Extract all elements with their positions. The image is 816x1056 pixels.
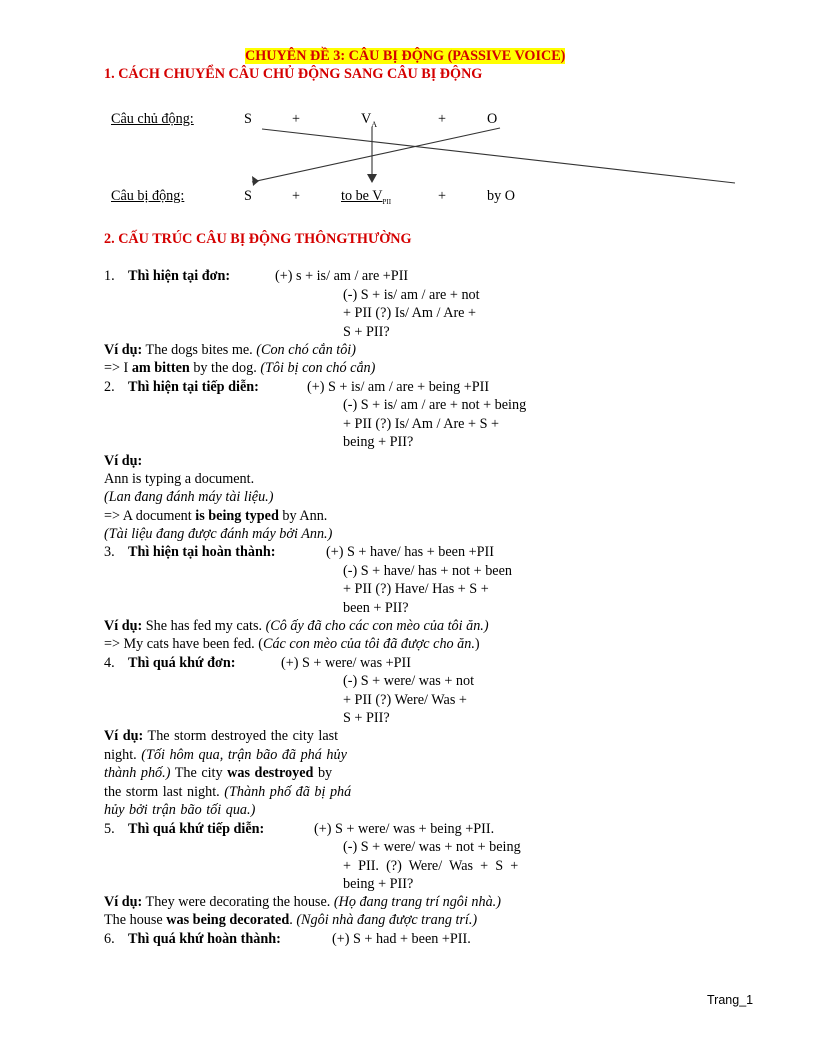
passive-plus-2: + (438, 188, 447, 204)
tense-number: 3. (104, 544, 115, 560)
passive-plus-1: + (292, 188, 301, 204)
tense-name: Thì hiện tại đơn: (128, 268, 231, 284)
formula-affirmative: (+) S + were/ was + being +PII. (314, 821, 495, 837)
section-2-heading: 2. CẤU TRÚC CÂU BỊ ĐỘNG THÔNGTHƯỜNG (104, 231, 412, 247)
example-line: Ví dụ: She has fed my cats. (Cô ấy đã cho các con mèo của tôi ăn.) (104, 618, 489, 634)
passive-tobe: to be $V_{PII}$ (341, 188, 392, 206)
example-sentence: Ann is typing a document. (104, 471, 255, 487)
tense-number: 5. (104, 821, 115, 837)
formula-affirmative: (+) S + had + been +PII. (332, 931, 471, 947)
formula-question: + PII (?) Is/ Am / Are + (343, 305, 477, 321)
object-to-subject-line (252, 128, 500, 182)
formula-negative: (-) S + were/ was + not (343, 673, 475, 689)
tense-name: Thì quá khứ tiếp diễn: (128, 821, 265, 837)
page-title: CHUYÊN ĐỀ 3: CÂU BỊ ĐỘNG (PASSIVE VOICE) (245, 48, 566, 64)
active-s: S (244, 111, 252, 127)
formula-question-end: S + PII? (343, 710, 390, 726)
active-plus-2: + (438, 111, 447, 127)
formula-negative: (-) S + were/ was + not + being (343, 839, 521, 855)
passive-s: S (244, 188, 252, 204)
tense-number: 1. (104, 268, 115, 284)
formula-question: + PII. (?) Were/ Was + S + (343, 858, 519, 874)
passive-label: Câu bị động: (111, 188, 185, 204)
example-line: Ví dụ: The dogs bites me. (Con chó cắn tôi) (104, 342, 356, 358)
formula-affirmative: (+) S + were/ was +PII (281, 655, 411, 671)
verb-down-arrowhead (367, 174, 377, 183)
formula-negative: (-) S + have/ has + not + been (343, 563, 512, 579)
active-verb: $V_A$ (361, 111, 378, 129)
example-answer: => I am bitten by the dog. (Tôi bị con chó cắn) (104, 360, 376, 376)
formula-question-end: being + PII? (343, 434, 414, 450)
formula-question: + PII (?) Were/ Was + (343, 692, 467, 708)
active-label: Câu chủ động: (111, 111, 194, 127)
active-o: O (487, 111, 498, 127)
tense-number: 6. (104, 931, 115, 947)
example-answer-translation: (Tài liệu đang được đánh máy bởi Ann.) (104, 526, 333, 542)
example-answer: The house was being decorated. (Ngôi nhà đang được trang trí.) (104, 912, 478, 928)
subject-to-by-o-line (262, 129, 735, 183)
example-paragraph: Ví dụ: The storm destroyed the city last night. (Tối hôm qua, trận bão đã phá hủy thành phố.) The city was destroyed by the storm last night. (Thành phố đã bị phá hủy bởi trận bão tối qua.) (104, 728, 352, 818)
section-1-heading: 1. CÁCH CHUYỂN CÂU CHỦ ĐỘNG SANG CÂU BỊ ĐỘNG (104, 66, 483, 82)
formula-affirmative: (+) S + is/ am / are + being +PII (307, 379, 490, 395)
tense-name: Thì quá khứ đơn: (128, 655, 236, 671)
formula-affirmative: (+) s + is/ am / are +PII (275, 268, 409, 284)
formula-question-end: been + PII? (343, 600, 409, 616)
formula-question: + PII (?) Is/ Am / Are + S + (343, 416, 500, 432)
active-plus-1: + (292, 111, 301, 127)
formula-negative: (-) S + is/ am / are + not (343, 287, 480, 303)
page-number: Trang_1 (707, 993, 754, 1007)
example-label: Ví dụ: (104, 453, 143, 469)
example-answer: => My cats have been fed. (Các con mèo của tôi đã được cho ăn.) (104, 636, 480, 652)
tense-name: Thì quá khứ hoàn thành: (128, 931, 281, 947)
formula-affirmative: (+) S + have/ has + been +PII (326, 544, 494, 560)
example-translation: (Lan đang đánh máy tài liệu.) (104, 489, 274, 505)
formula-question: + PII (?) Have/ Has + S + (343, 581, 489, 597)
object-to-subject-arrowhead (252, 176, 259, 186)
formula-question-end: S + PII? (343, 324, 390, 340)
tense-number: 2. (104, 379, 115, 395)
example-answer: => A document is being typed by Ann. (104, 508, 328, 524)
tense-number: 4. (104, 655, 115, 671)
formula-negative: (-) S + is/ am / are + not + being (343, 397, 527, 413)
passive-by-o: by O (487, 188, 515, 204)
tense-name: Thì hiện tại hoàn thành: (128, 544, 276, 560)
formula-question-end: being + PII? (343, 876, 414, 892)
example-line: Ví dụ: They were decorating the house. (Họ đang trang trí ngôi nhà.) (104, 894, 501, 910)
tense-name: Thì hiện tại tiếp diễn: (128, 379, 259, 395)
diagram-arrows (0, 0, 816, 220)
